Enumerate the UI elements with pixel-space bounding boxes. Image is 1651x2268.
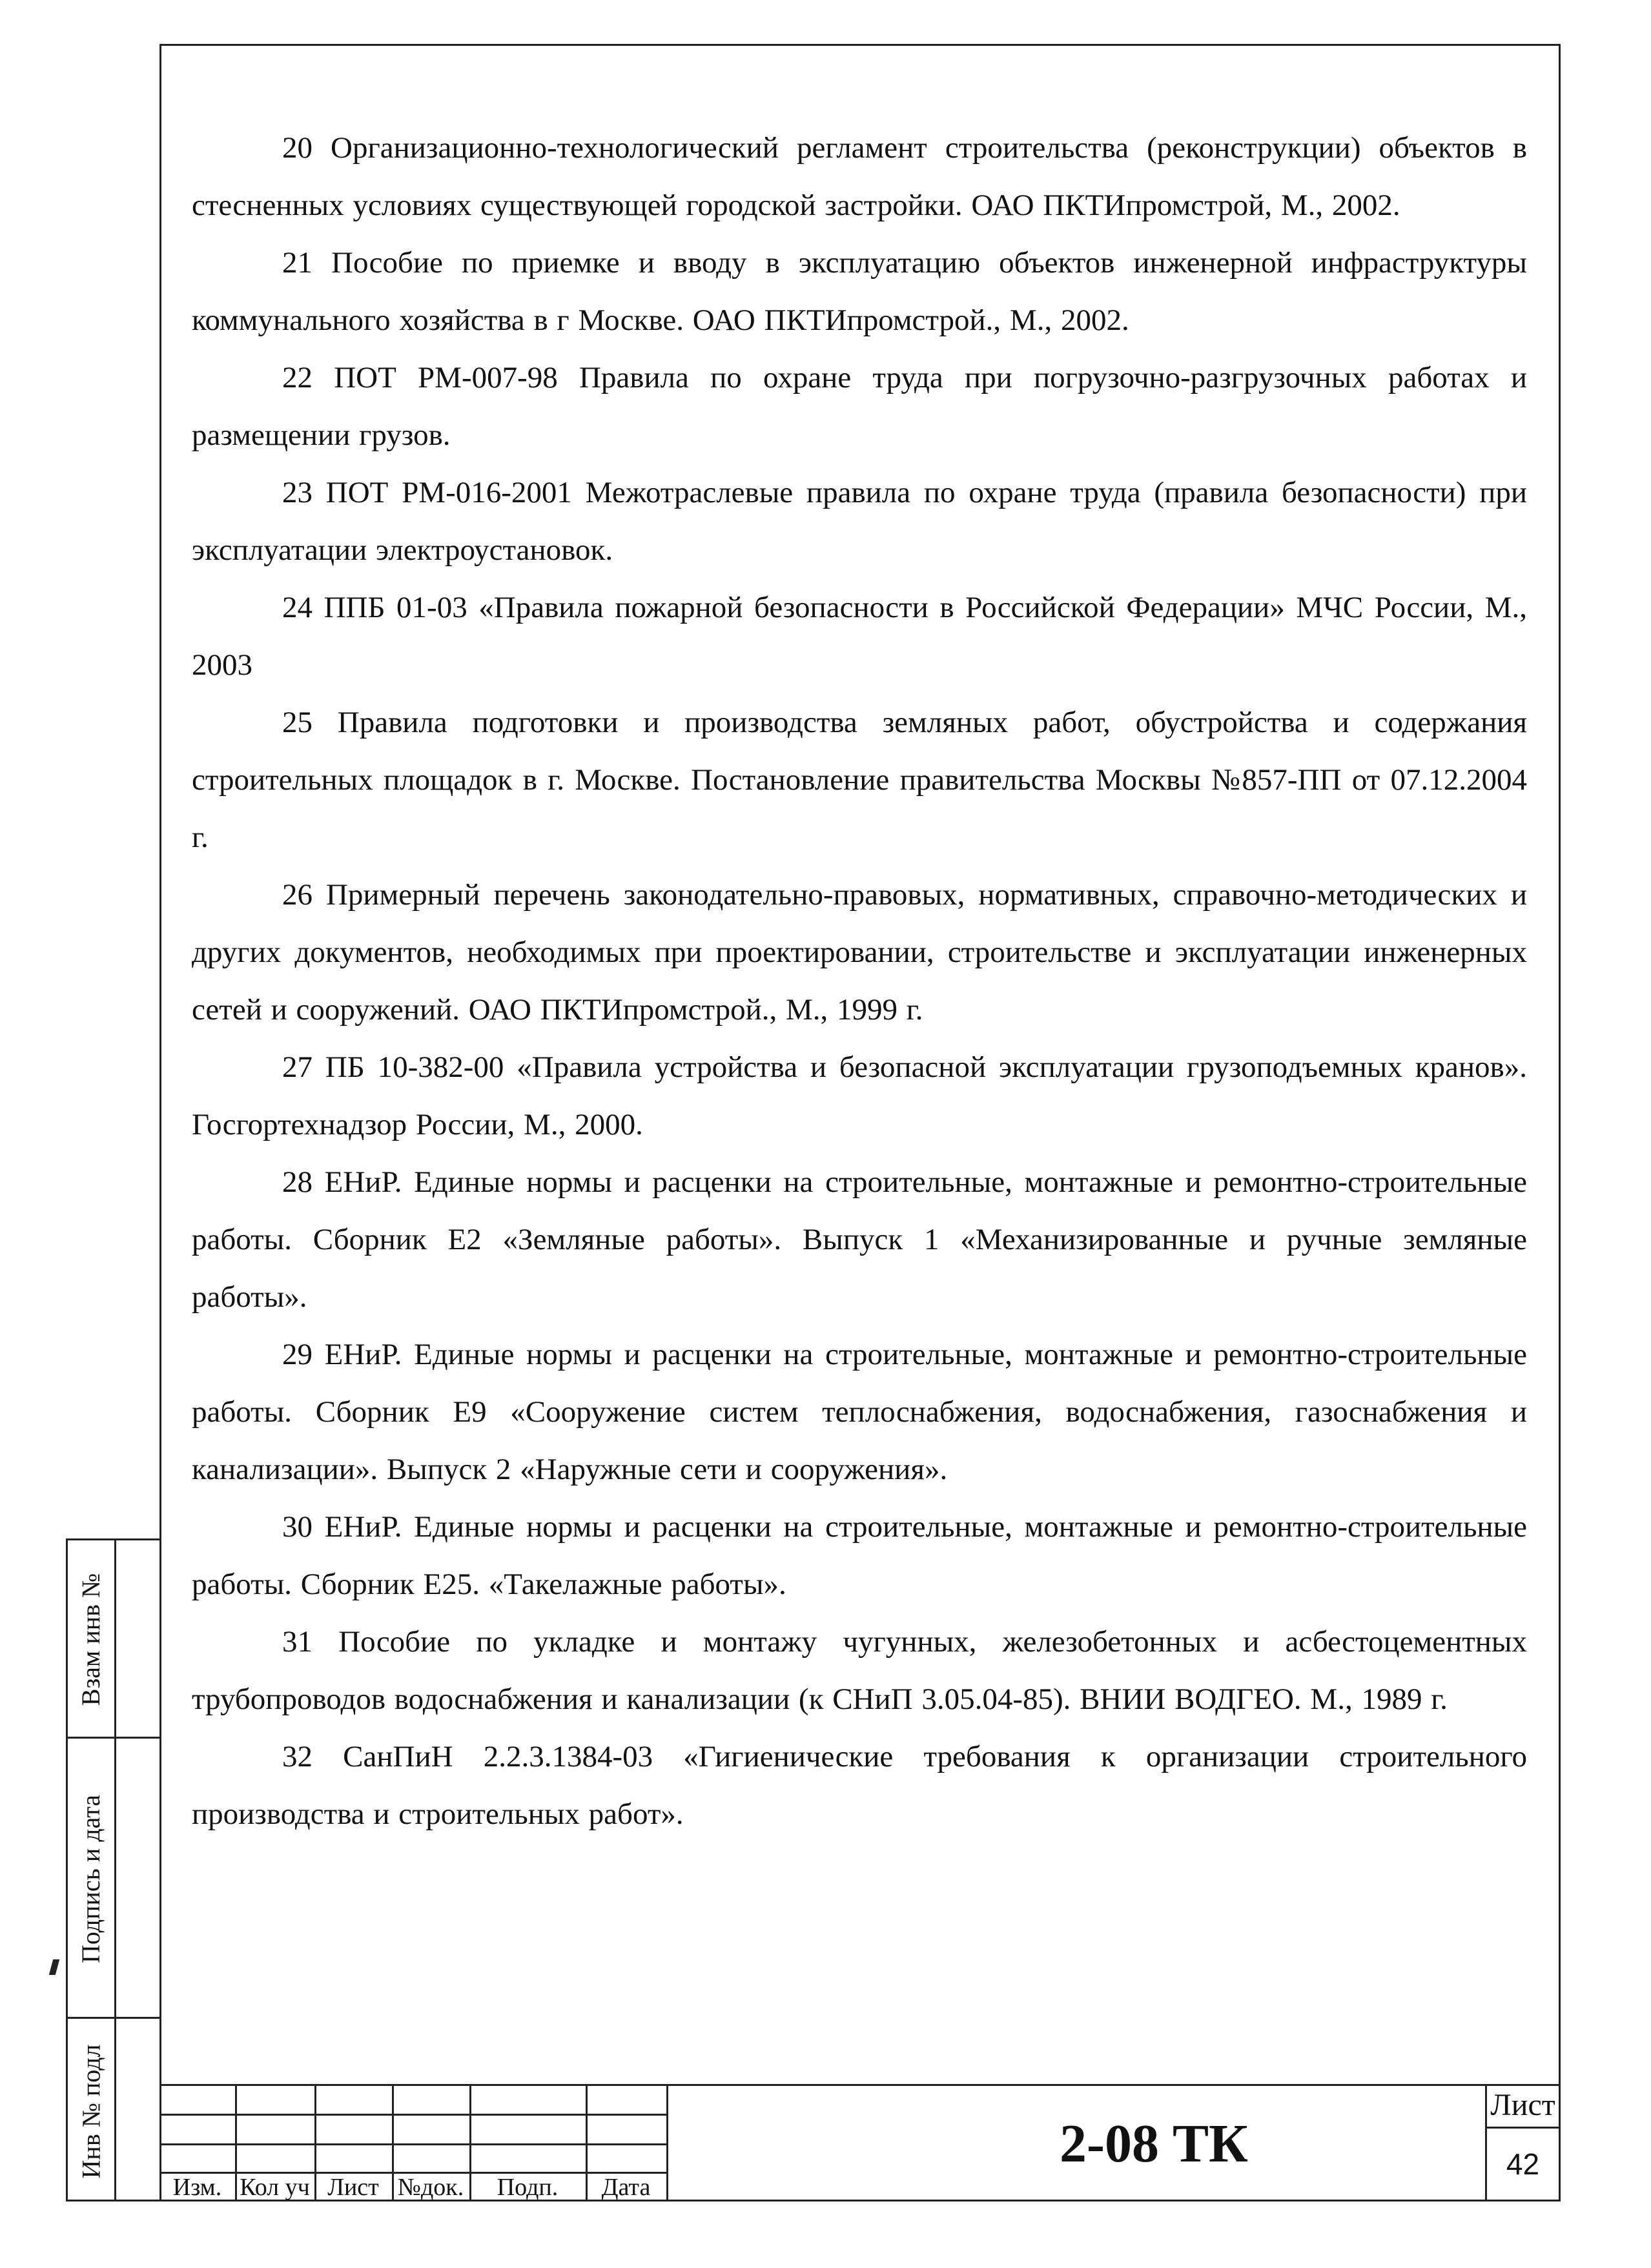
tb-kol-uch-label: Кол уч <box>240 2174 310 2201</box>
reference-item: 22 ПОТ РМ-007-98 Правила по охране труда при погрузочно-разгрузочных работах и размещении грузов. <box>192 361 1527 452</box>
side-label-vzam <box>68 1540 114 1739</box>
side-label-inv <box>68 2019 114 2203</box>
signature-date-label: Подпись и дата <box>76 1794 106 1963</box>
tb-top-line <box>159 2084 1561 2086</box>
reference-item: 24 ППБ 01-03 «Правила пожарной безопасности в Российской Федерации» МЧС России, М., 2003 <box>192 591 1527 682</box>
reference-item: 26 Примерный перечень законодательно-правовых, нормативных, справочно-методических и других документов, необходимых при проектировании, строительстве и эксплуатации инженерных сетей и сооружений. ОАО ПКТИпромстрой., М., 1999 г. <box>192 878 1527 1027</box>
vzam-inv-label: Взам инв № <box>76 1573 106 1706</box>
sheet-label: Лист <box>1490 2088 1555 2122</box>
reference-item: 23 ПОТ РМ-016-2001 Межотраслевые правила по охране труда (правила безопасности) при эксплуатации электроустановок. <box>192 476 1527 567</box>
reference-item: 21 Пособие по приемке и вводу в эксплуатацию объектов инженерной инфраструктуры коммунального хозяйства в г Москве. ОАО ПКТИпромстрой., М., 2002. <box>192 246 1527 337</box>
reference-item: 29 ЕНиР. Единые нормы и расценки на строительные, монтажные и ремонтно-строительные работы. Сборник Е9 «Сооружение систем теплоснабжения, водоснабжения, газоснабжения и канализации». Выпуск 2 «Наружные сети и сооружения». <box>192 1338 1527 1486</box>
reference-item: 30 ЕНиР. Единые нормы и расценки на строительные, монтажные и ремонтно-строительные работы. Сборник Е25. «Такелажные работы». <box>192 1510 1527 1601</box>
reference-list <box>192 119 1527 1843</box>
title-block <box>159 2084 1561 2202</box>
pen-mark <box>49 1959 59 1975</box>
tb-podp-label: Подп. <box>497 2174 559 2201</box>
tb-izm-label: Изм. <box>172 2174 222 2201</box>
reference-item: 27 ПБ 10-382-00 «Правила устройства и безопасной эксплуатации грузоподъемных кранов». Госгортехнадзор России, М., 2000. <box>192 1050 1527 1141</box>
tb-ndok-label: №док. <box>397 2174 464 2201</box>
reference-item: 32 СанПиН 2.2.3.1384-03 «Гигиенические требования к организации строительного производства и строительных работ». <box>192 1740 1527 1831</box>
reference-item: 20 Организационно-технологический регламент строительства (реконструкции) объектов в стесненных условиях существующей городской застройки. ОАО ПКТИпромстрой, М., 2002. <box>192 131 1527 222</box>
side-label-podpis <box>68 1739 114 2019</box>
document-code: 2-08 ТК <box>1060 2114 1248 2174</box>
reference-item: 25 Правила подготовки и производства земляных работ, обустройства и содержания строительных площадок в г. Москве. Постановление правительства Москвы №857-ПП от 07.12.2004 г. <box>192 706 1527 854</box>
reference-item: 28 ЕНиР. Единые нормы и расценки на строительные, монтажные и ремонтно-строительные работы. Сборник Е2 «Земляные работы». Выпуск 1 «Механизированные и ручные земляные работы». <box>192 1165 1527 1314</box>
tb-data-label: Дата <box>601 2174 651 2201</box>
side-stamp-strip <box>66 1538 159 2202</box>
sheet-number: 42 <box>1506 2147 1540 2181</box>
reference-item: 31 Пособие по укладке и монтажу чугунных, железобетонных и асбестоцементных трубопроводов водоснабжения и канализации (к СНиП 3.05.04-85). ВНИИ ВОДГЕО. М., 1989 г. <box>192 1625 1527 1716</box>
tb-list-label: Лист <box>327 2174 379 2201</box>
inv-podl-label: Инв № подл <box>76 2044 106 2178</box>
